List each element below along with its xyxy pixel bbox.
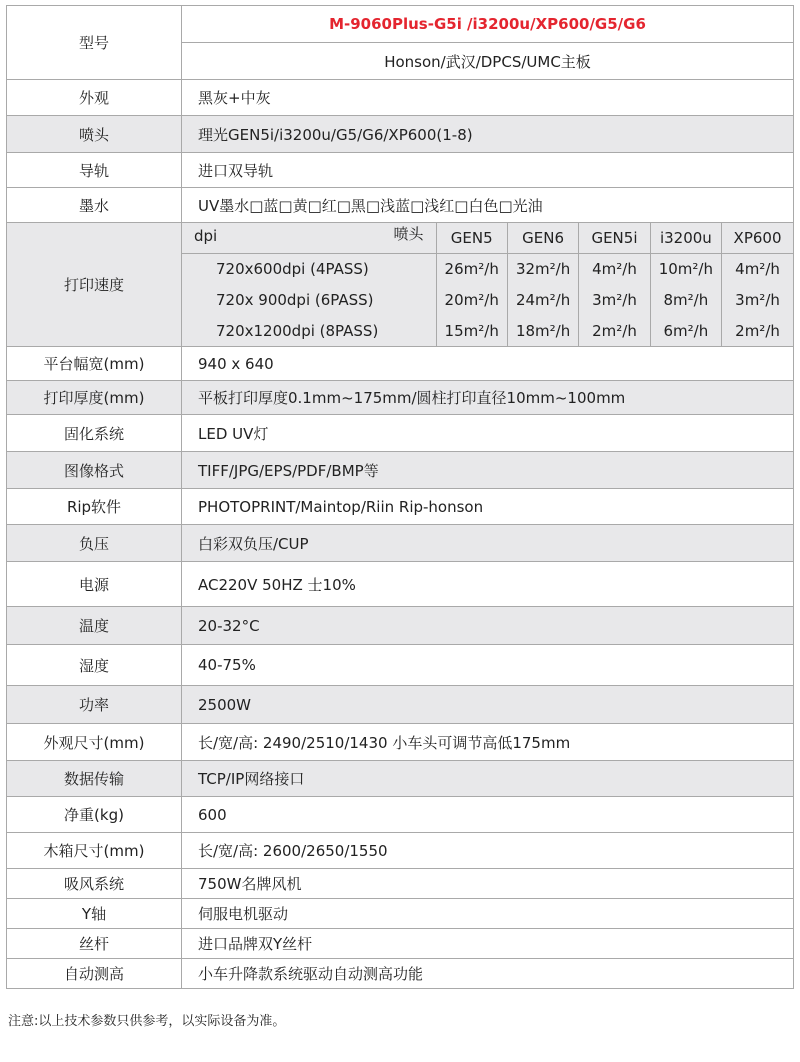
head-gen6: GEN6 <box>507 223 578 253</box>
spec-value: LED UV灯 <box>182 415 794 452</box>
speed-value: 4m²/h <box>722 253 793 284</box>
head-xp600: XP600 <box>722 223 793 253</box>
spec-label: 自动测高 <box>7 959 182 989</box>
spec-value: 600 <box>182 797 794 833</box>
rail-label: 导轨 <box>7 153 182 188</box>
speed-value: 3m²/h <box>579 284 650 315</box>
speed-value: 3m²/h <box>722 284 793 315</box>
speed-label: 打印速度 <box>7 223 182 347</box>
spec-label: Y轴 <box>7 899 182 929</box>
mode-6pass: 720x 900dpi (6PASS) <box>182 284 436 315</box>
appearance-value: 黑灰+中灰 <box>182 80 794 116</box>
mode-4pass: 720x600dpi (4PASS) <box>182 253 436 284</box>
spec-value: TIFF/JPG/EPS/PDF/BMP等 <box>182 452 794 489</box>
appearance-label: 外观 <box>7 80 182 116</box>
speed-value: 32m²/h <box>507 253 578 284</box>
spec-label: 丝杆 <box>7 929 182 959</box>
speed-value: 2m²/h <box>722 315 793 346</box>
spec-table <box>6 5 794 989</box>
nozzle-value: 理光GEN5i/i3200u/G5/G6/XP600(1-8) <box>182 116 794 153</box>
head-gen5i: GEN5i <box>579 223 650 253</box>
model-label: 型号 <box>7 6 182 80</box>
speed-value: 6m²/h <box>650 315 721 346</box>
spec-value: 20-32°C <box>182 607 794 645</box>
spec-label: 外观尺寸(mm) <box>7 724 182 761</box>
spec-value: AC220V 50HZ 士10% <box>182 562 794 607</box>
spec-value: 进口品牌双Y丝杆 <box>182 929 794 959</box>
spec-label: 平台幅宽(mm) <box>7 347 182 381</box>
head-gen5: GEN5 <box>436 223 507 253</box>
speed-value: 4m²/h <box>579 253 650 284</box>
spec-value: 长/宽/高: 2600/2650/1550 <box>182 833 794 869</box>
dpi-label: dpi <box>194 227 218 245</box>
speed-value: 8m²/h <box>650 284 721 315</box>
nozzle-header-label: 喷头 <box>393 225 424 243</box>
speed-table <box>182 223 793 346</box>
spec-label: 温度 <box>7 607 182 645</box>
spec-label: 湿度 <box>7 645 182 686</box>
spec-label: Rip软件 <box>7 489 182 525</box>
spec-value: TCP/IP网络接口 <box>182 761 794 797</box>
spec-value: 长/宽/高: 2490/2510/1430 小车头可调节高低175mm <box>182 724 794 761</box>
speed-value: 2m²/h <box>579 315 650 346</box>
spec-label: 固化系统 <box>7 415 182 452</box>
spec-label: 负压 <box>7 525 182 562</box>
spec-label: 功率 <box>7 686 182 724</box>
speed-value: 20m²/h <box>436 284 507 315</box>
rail-value: 进口双导轨 <box>182 153 794 188</box>
ink-value: UV墨水□蓝□黄□红□黑□浅蓝□浅红□白色□光油 <box>182 188 794 223</box>
spec-value: 平板打印厚度0.1mm~175mm/圆柱打印直径10mm~100mm <box>182 381 794 415</box>
speed-value: 18m²/h <box>507 315 578 346</box>
mode-8pass: 720x1200dpi (8PASS) <box>182 315 436 346</box>
spec-value: 2500W <box>182 686 794 724</box>
spec-value: PHOTOPRINT/Maintop/Riin Rip-honson <box>182 489 794 525</box>
speed-value: 15m²/h <box>436 315 507 346</box>
spec-label: 图像格式 <box>7 452 182 489</box>
spec-value: 伺服电机驱动 <box>182 899 794 929</box>
speed-value: 24m²/h <box>507 284 578 315</box>
spec-label: 数据传输 <box>7 761 182 797</box>
speed-value: 26m²/h <box>436 253 507 284</box>
spec-value: 白彩双负压/CUP <box>182 525 794 562</box>
spec-label: 打印厚度(mm) <box>7 381 182 415</box>
spec-label: 吸风系统 <box>7 869 182 899</box>
speed-cell <box>182 223 794 347</box>
speed-value: 10m²/h <box>650 253 721 284</box>
spec-label: 木箱尺寸(mm) <box>7 833 182 869</box>
model-value: M-9060Plus-G5i /i3200u/XP600/G5/G6 <box>182 6 794 43</box>
disclaimer-note: 注意:以上技术参数只供参考，以实际设备为准。 <box>8 1014 286 1029</box>
spec-value: 940 x 640 <box>182 347 794 381</box>
spec-value: 40-75% <box>182 645 794 686</box>
spec-value: 750W名牌风机 <box>182 869 794 899</box>
control-board: Honson/武汉/DPCS/UMC主板 <box>182 43 794 80</box>
ink-label: 墨水 <box>7 188 182 223</box>
spec-label: 电源 <box>7 562 182 607</box>
head-i3200u: i3200u <box>650 223 721 253</box>
spec-label: 净重(kg) <box>7 797 182 833</box>
nozzle-label: 喷头 <box>7 116 182 153</box>
speed-header-corner <box>182 223 436 253</box>
spec-value: 小车升降款系统驱动自动测高功能 <box>182 959 794 989</box>
